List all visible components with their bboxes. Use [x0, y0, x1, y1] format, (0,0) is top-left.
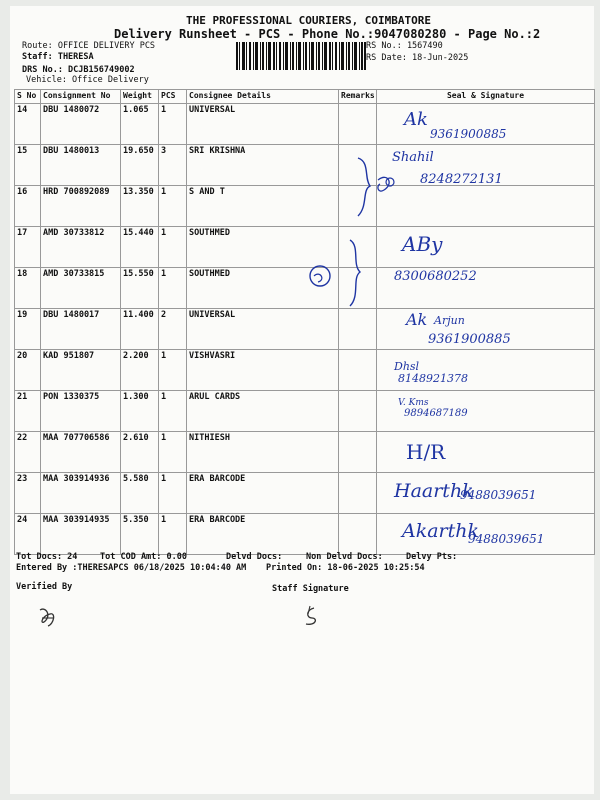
signature-scribble: Akarthk: [402, 520, 480, 542]
table-row: 20 KAD 951807 2.200 1 VISHVASRI: [15, 350, 595, 391]
table-row: 18 AMD 30733815 15.550 1 SOUTHMED: [15, 268, 595, 309]
table-row: 21 PON 1330375 1.300 1 ARUL CARDS: [15, 391, 595, 432]
handwritten-phone: 8148921378: [398, 372, 468, 385]
runsheet-table: [14, 89, 595, 555]
table-row: 15 DBU 1480013 19.650 3 SRI KRISHNA: [15, 145, 595, 186]
vehicle: Vehicle: Office Delivery: [26, 75, 149, 85]
route: Route: OFFICE DELIVERY PCS: [22, 41, 156, 51]
handwritten-phone: 9361900885: [428, 332, 511, 347]
handwritten-name: Shahil: [392, 150, 434, 165]
rs-date: RS Date: 18-Jun-2025: [366, 53, 469, 63]
table-row: 14 DBU 1480072 1.065 1 UNIVERSAL: [15, 104, 595, 145]
staff-signature-label: Staff Signature: [272, 584, 349, 594]
signature-scribble: V. Kms: [398, 398, 429, 408]
col-sno: S No: [15, 90, 41, 104]
company-title: THE PROFESSIONAL COURIERS, COIMBATORE: [186, 14, 432, 27]
signature-scribble: Haarthk: [394, 480, 474, 502]
signature-scribble: ABy: [402, 232, 443, 256]
handwritten-phone: 9894687189: [404, 408, 468, 419]
verified-by-label: Verified By: [16, 582, 73, 592]
handwritten-phone: 9361900885: [430, 127, 507, 141]
delivery-points: Delvy Pts:: [406, 552, 458, 562]
handwritten-phone: 9488039651: [460, 488, 537, 502]
signature-scribble: Ak: [404, 109, 428, 130]
col-seal-signature: Seal & Signature: [377, 90, 595, 104]
non-delivered-docs: Non Delvd Docs:: [306, 552, 383, 562]
handwritten-remark: H/R: [406, 440, 446, 464]
runsheet-page: [10, 6, 594, 794]
total-docs: Tot Docs: 24: [16, 552, 78, 562]
col-remarks: Remarks: [339, 90, 377, 104]
table-row: 19 DBU 1480017 11.400 2 UNIVERSAL: [15, 309, 595, 350]
table-header: [15, 90, 595, 104]
signature-scribble: Ak: [406, 310, 428, 329]
staff: Staff: THERESA: [22, 52, 94, 62]
remarks-brace-mark: [350, 154, 400, 222]
verifier-signature: [36, 604, 60, 628]
entered-by: Entered By :THERESAPCS 06/18/2025 10:04:40 AM: [16, 563, 247, 573]
handwritten-phone: 8300680252: [394, 269, 477, 284]
handwritten-phone: 8248272131: [420, 172, 503, 187]
signature-scribble: Dhsl: [394, 360, 420, 373]
col-pcs: PCS: [159, 90, 187, 104]
table-row: 22 MAA 707706586 2.610 1 NITHIESH: [15, 432, 595, 473]
table-row: 23 MAA 303914936 5.580 1 ERA BARCODE: [15, 473, 595, 514]
table-row: 16 HRD 700892089 13.350 1 S AND T: [15, 186, 595, 227]
table-row: 17 AMD 30733812 15.440 1 SOUTHMED: [15, 227, 595, 268]
remarks-brace-mark: [306, 234, 366, 312]
barcode: [236, 42, 366, 70]
drs-number: DRS No.: DCJB156749002: [22, 65, 135, 75]
col-consignee: Consignee Details: [187, 90, 339, 104]
delivered-docs: Delvd Docs:: [226, 552, 283, 562]
handwritten-phone: 9488039651: [468, 532, 545, 546]
table-row: 24 MAA 303914935 5.350 1 ERA BARCODE: [15, 514, 595, 555]
handwritten-name: Arjun: [434, 314, 465, 327]
col-weight: Weight: [121, 90, 159, 104]
staff-signature: [300, 604, 322, 628]
rs-number: RS No.: 1567490: [366, 41, 443, 51]
runsheet-subtitle: Delivery Runsheet - PCS - Phone No.:9047080280 - Page No.:2: [114, 27, 541, 41]
printed-on: Printed On: 18-06-2025 10:25:54: [266, 563, 425, 573]
total-cod: Tot COD Amt: 0.00: [100, 552, 187, 562]
col-consignment: Consignment No: [41, 90, 121, 104]
